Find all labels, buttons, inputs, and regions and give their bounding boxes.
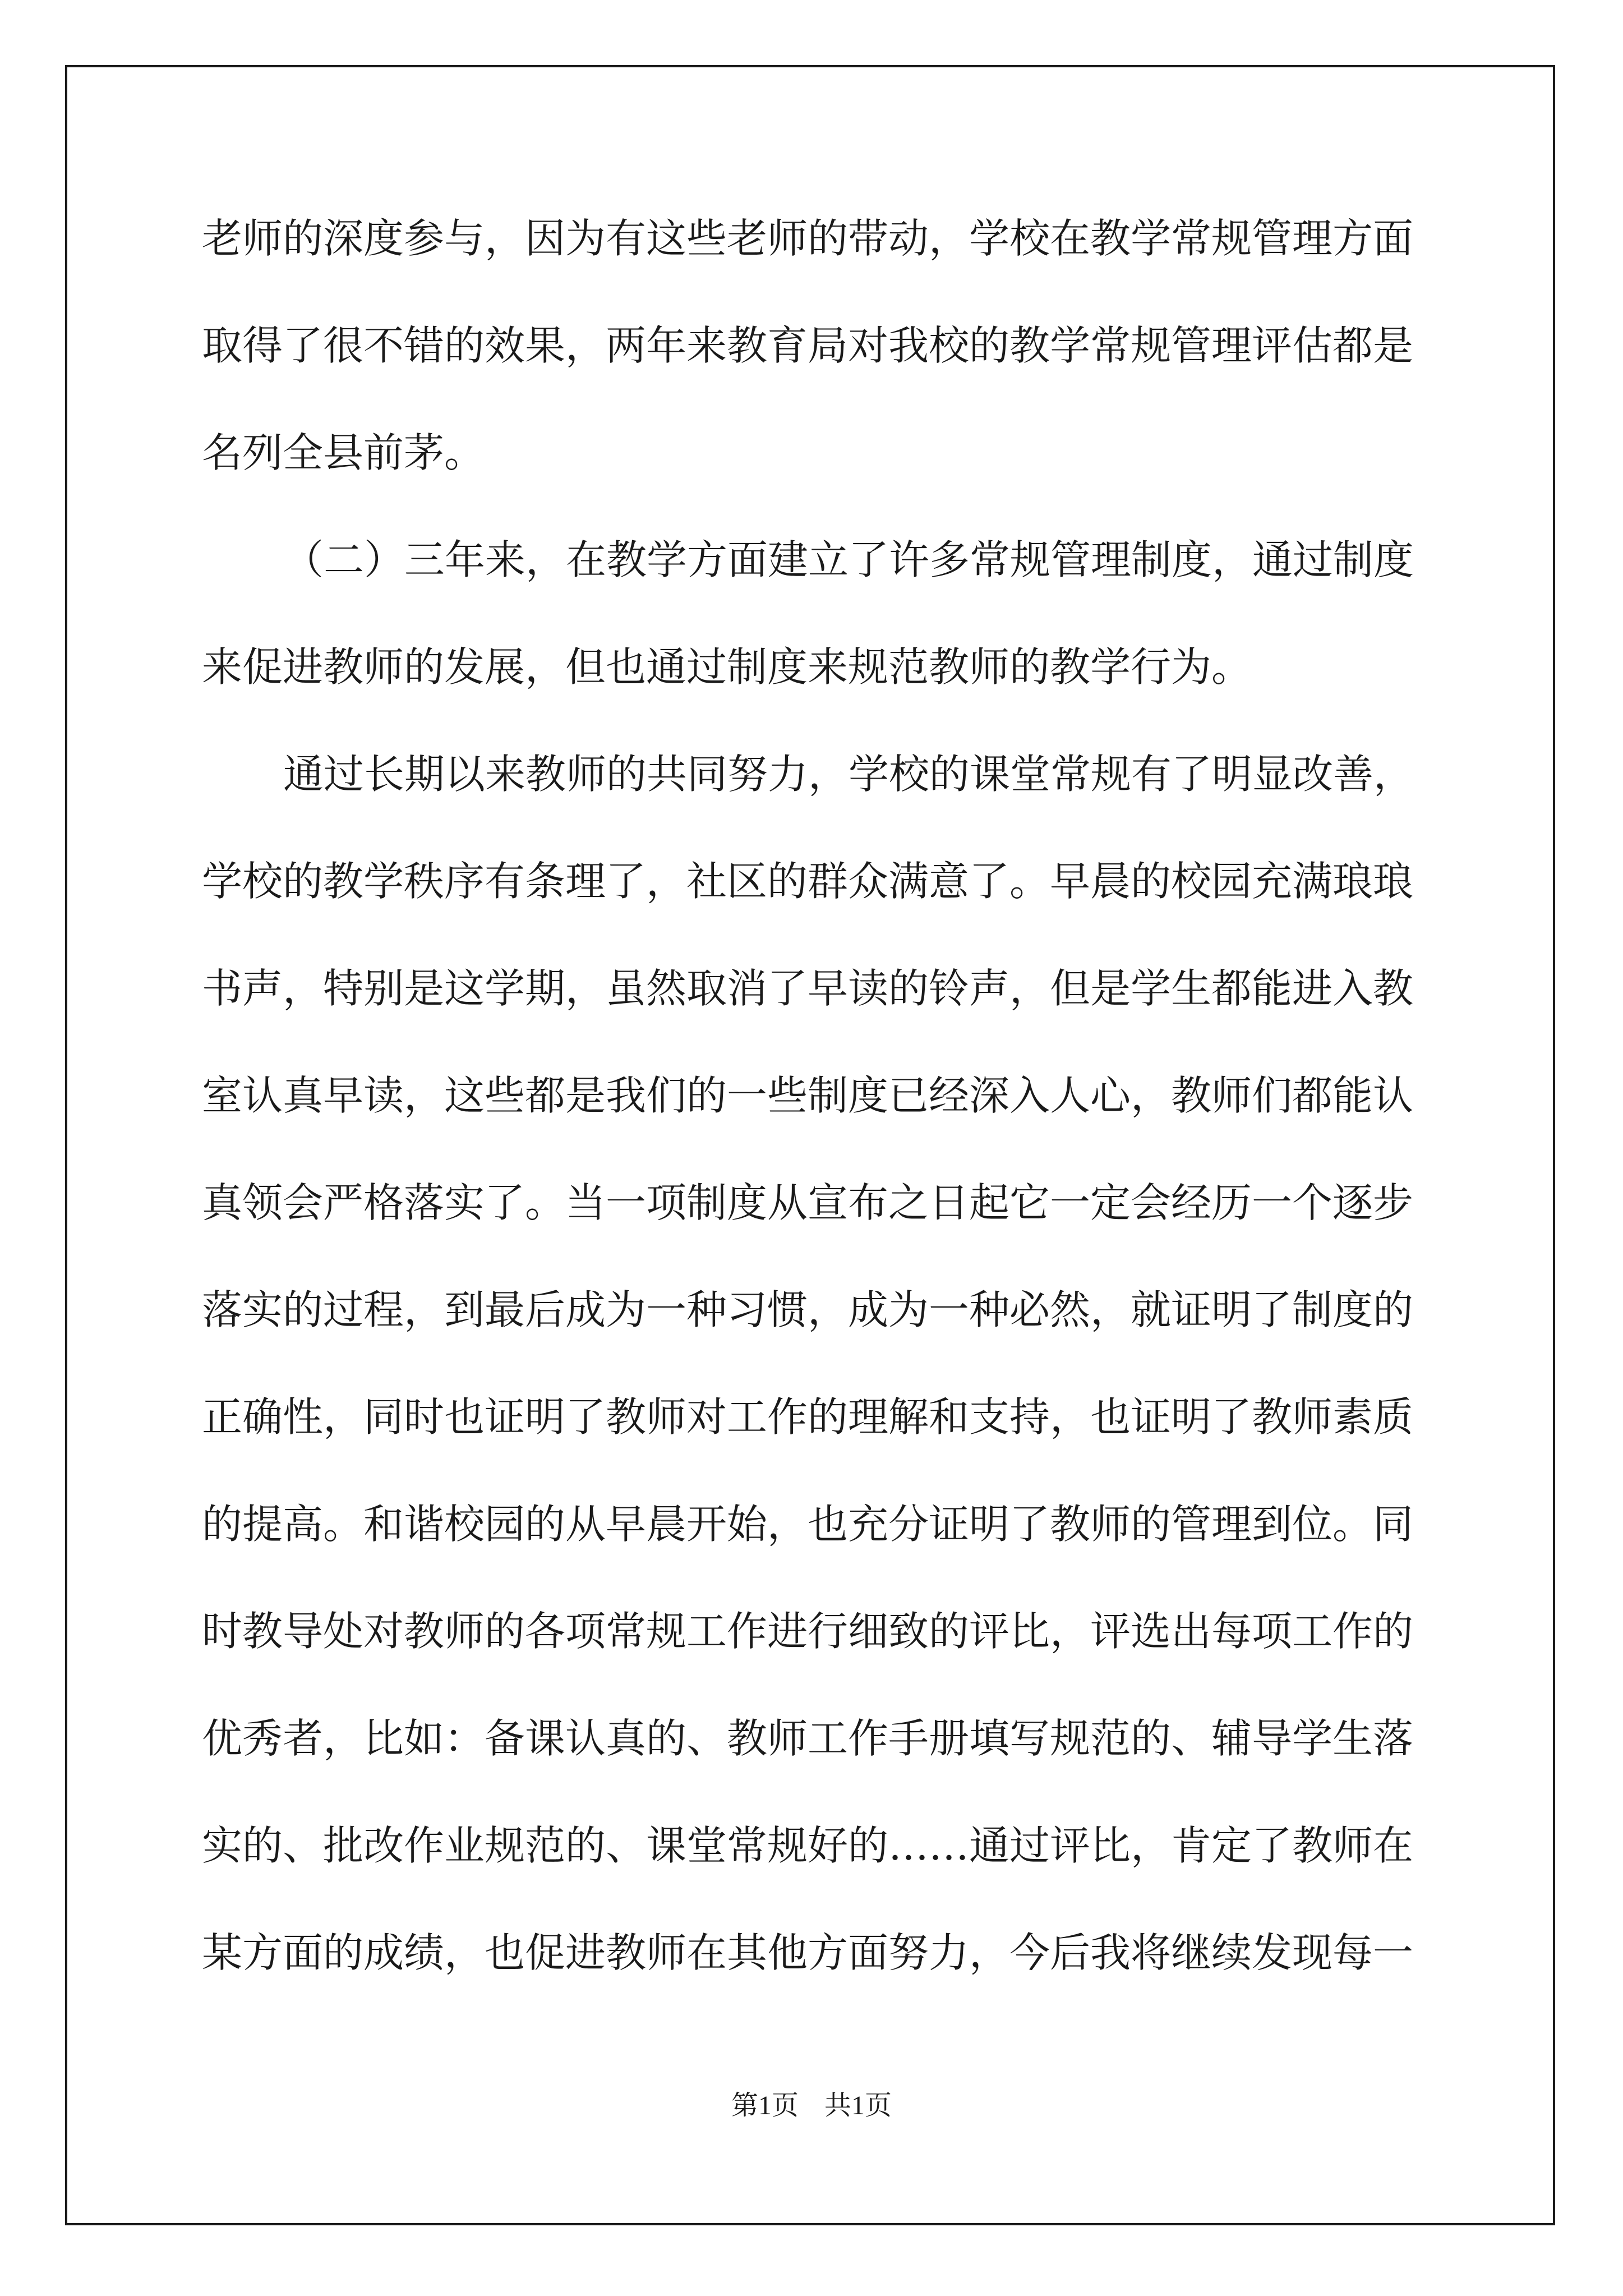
document-body [202,212,1424,2033]
page-number: 第1页 [731,2091,799,2120]
text-line: 的提高。和谐校园的从早晨开始，也充分证明了教师的管理到位。同 [202,1501,1414,1548]
text-line: 老师的深度参与，因为有这些老师的带动，学校在教学常规管理方面 [202,215,1414,262]
text-line: 取得了很不错的效果，两年来教育局对我校的教学常规管理评估都是 [202,322,1414,369]
text-line: 优秀者，比如：备课认真的、教师工作手册填写规范的、辅导学生落 [202,1715,1414,1762]
paragraph-start-line: （二）三年来，在教学方面建立了许多常规管理制度，通过制度 [283,536,1414,583]
text-line: 实的、批改作业规范的、课堂常规好的……通过评比，肯定了教师在 [202,1822,1414,1869]
text-line: 某方面的成绩，也促进教师在其他方面努力，今后我将继续发现每一 [202,1929,1414,1976]
text-line: 落实的过程，到最后成为一种习惯，成为一种必然，就证明了制度的 [202,1286,1414,1333]
text-line: 正确性，同时也证明了教师对工作的理解和支持，也证明了教师素质 [202,1393,1414,1441]
page-footer [0,2089,1623,2123]
page-total: 共1页 [824,2091,892,2120]
text-line: 学校的教学秩序有条理了，社区的群众满意了。早晨的校园充满琅琅 [202,858,1414,905]
text-line: 时教导处对教师的各项常规工作进行细致的评比，评选出每项工作的 [202,1608,1414,1655]
text-line: 书声，特别是这学期，虽然取消了早读的铃声，但是学生都能进入教 [202,965,1414,1012]
text-line: 来促进教师的发展，但也通过制度来规范教师的教学行为。 [202,643,1252,691]
text-line: 室认真早读，这些都是我们的一些制度已经深入人心，教师们都能认 [202,1072,1414,1119]
text-line: 真领会严格落实了。当一项制度从宣布之日起它一定会经历一个逐步 [202,1179,1414,1226]
paragraph-start-line: 通过长期以来教师的共同努力，学校的课堂常规有了明显改善， [283,751,1414,798]
text-line: 名列全县前茅。 [202,429,485,476]
